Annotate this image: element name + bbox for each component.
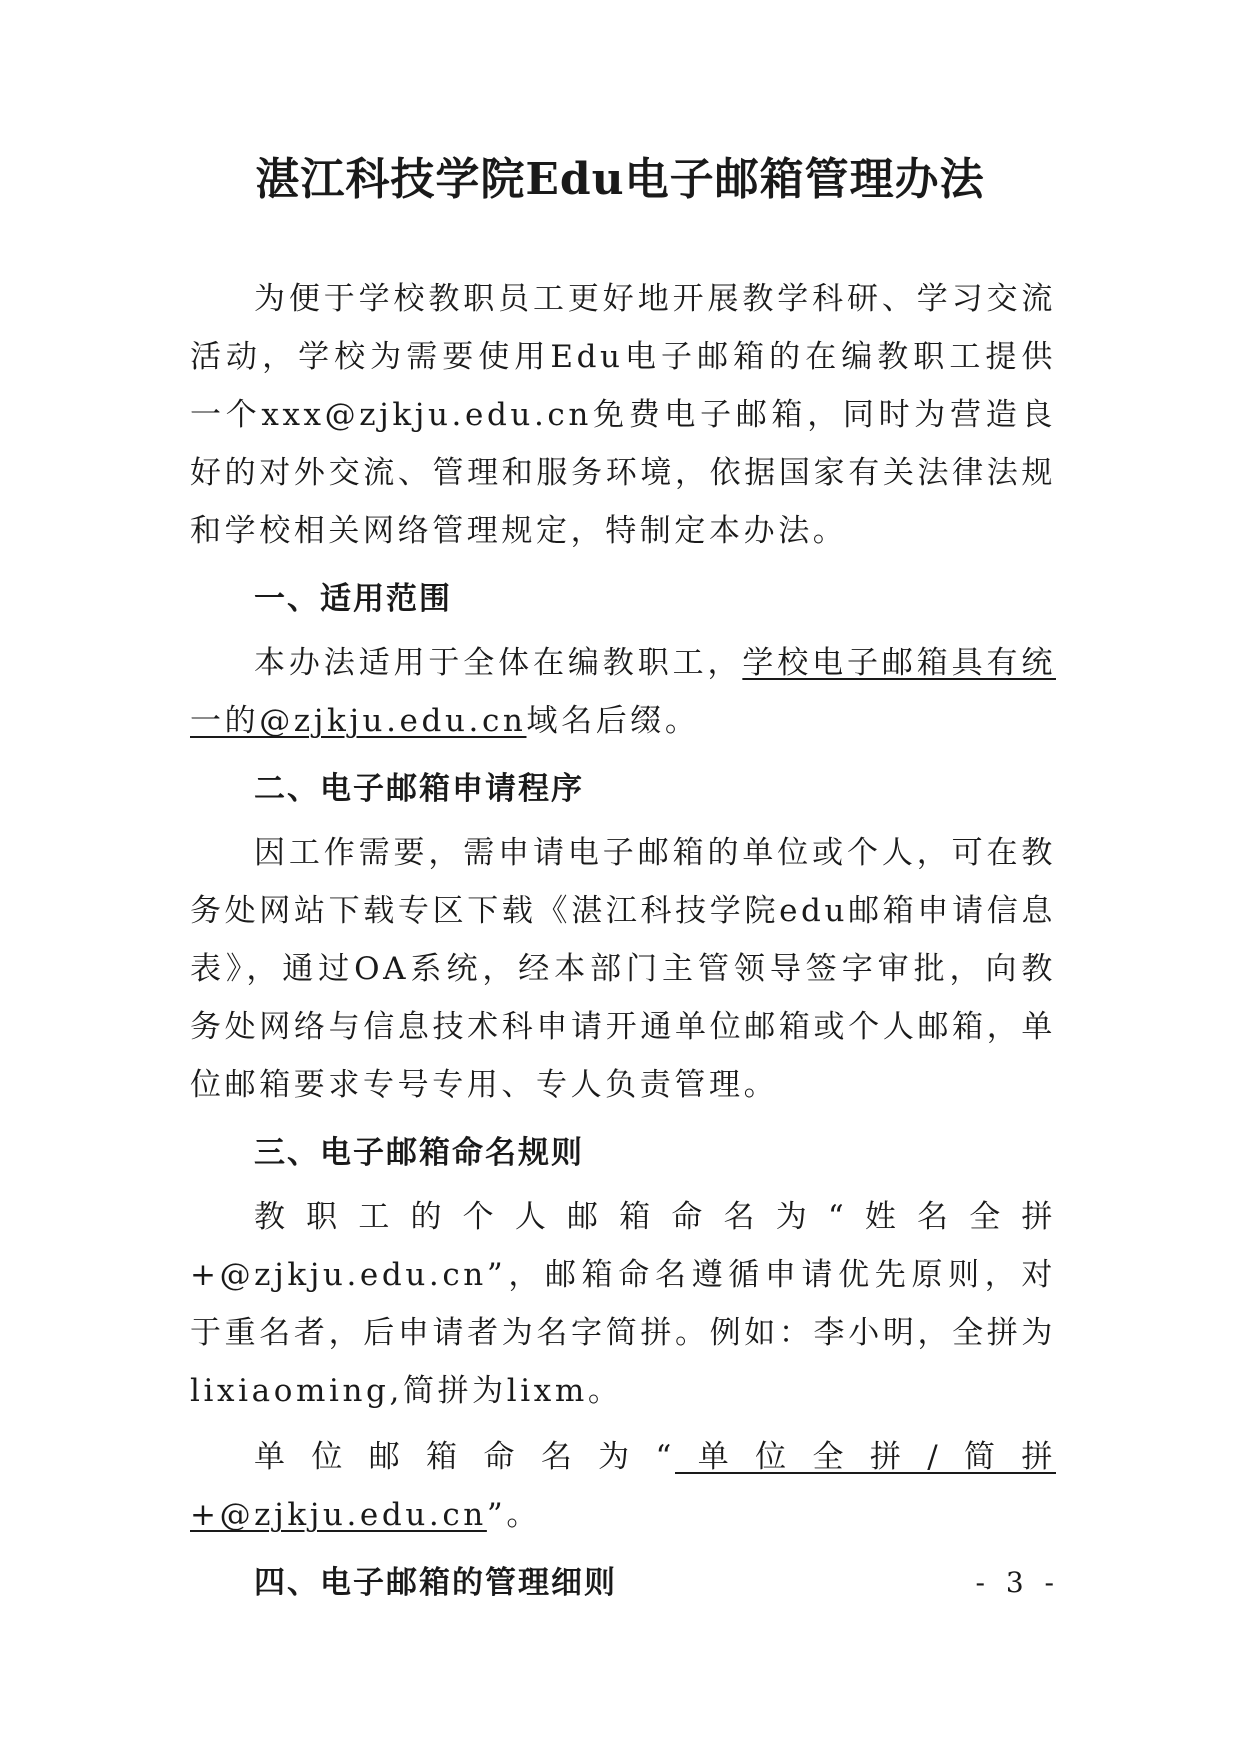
section-heading-scope: 一、适用范围 [254,581,452,617]
scope-underlined-text: 学校电子邮箱具有统一的@zjkju.edu.cn [190,645,1056,739]
section-heading-application: 二、电子邮箱申请程序 [254,771,584,807]
application-paragraph: 因工作需要，需申请电子邮箱的单位或个人，可在教务处网站下载专区下载《湛江科技学院edu邮箱申请信息表》，通过OA系统，经本部门主管领导签字审批，向教务处网络与信息技术科申请开通单位邮箱或个人邮箱，单位邮箱要求专号专用、专人负责管理。 [190,835,1056,1103]
scope-text: 本办法适用于全体在编教职工， [254,645,743,681]
unit-naming-text-end: ”。 [486,1497,541,1533]
unit-naming-paragraph [190,1428,1056,1544]
document-body [190,270,1056,1618]
intro-paragraph: 为便于学校教职员工更好地开展教学科研、学习交流活动，学校为需要使用Edu电子邮箱的在编教职工提供一个xxx@zjkju.edu.cn免费电子邮箱，同时为营造良好的对外交流、管理和服务环境，依据国家有关法律法规和学校相关网络管理规定，特制定本办法。 [190,281,1056,549]
scope-text-end: 域名后缀。 [526,703,700,739]
unit-naming-underlined-text: 单位全拼/简拼+@zjkju.edu.cn [190,1439,1056,1533]
document-title: 湛江科技学院Edu电子邮箱管理办法 [255,154,985,205]
naming-paragraph: 教职工的个人邮箱命名为“姓名全拼+@zjkju.edu.cn”，邮箱命名遵循申请优先原则，对于重名者，后申请者为名字简拼。例如：李小明，全拼为lixiaoming,简拼为lixm。 [190,1199,1056,1409]
scope-paragraph [190,634,1056,750]
page-number: - 3 - [975,1566,1060,1599]
unit-naming-text: 单位邮箱命名为“ [254,1439,675,1475]
section-heading-naming: 三、电子邮箱命名规则 [254,1135,584,1171]
section-heading-management: 四、电子邮箱的管理细则 [254,1565,617,1601]
